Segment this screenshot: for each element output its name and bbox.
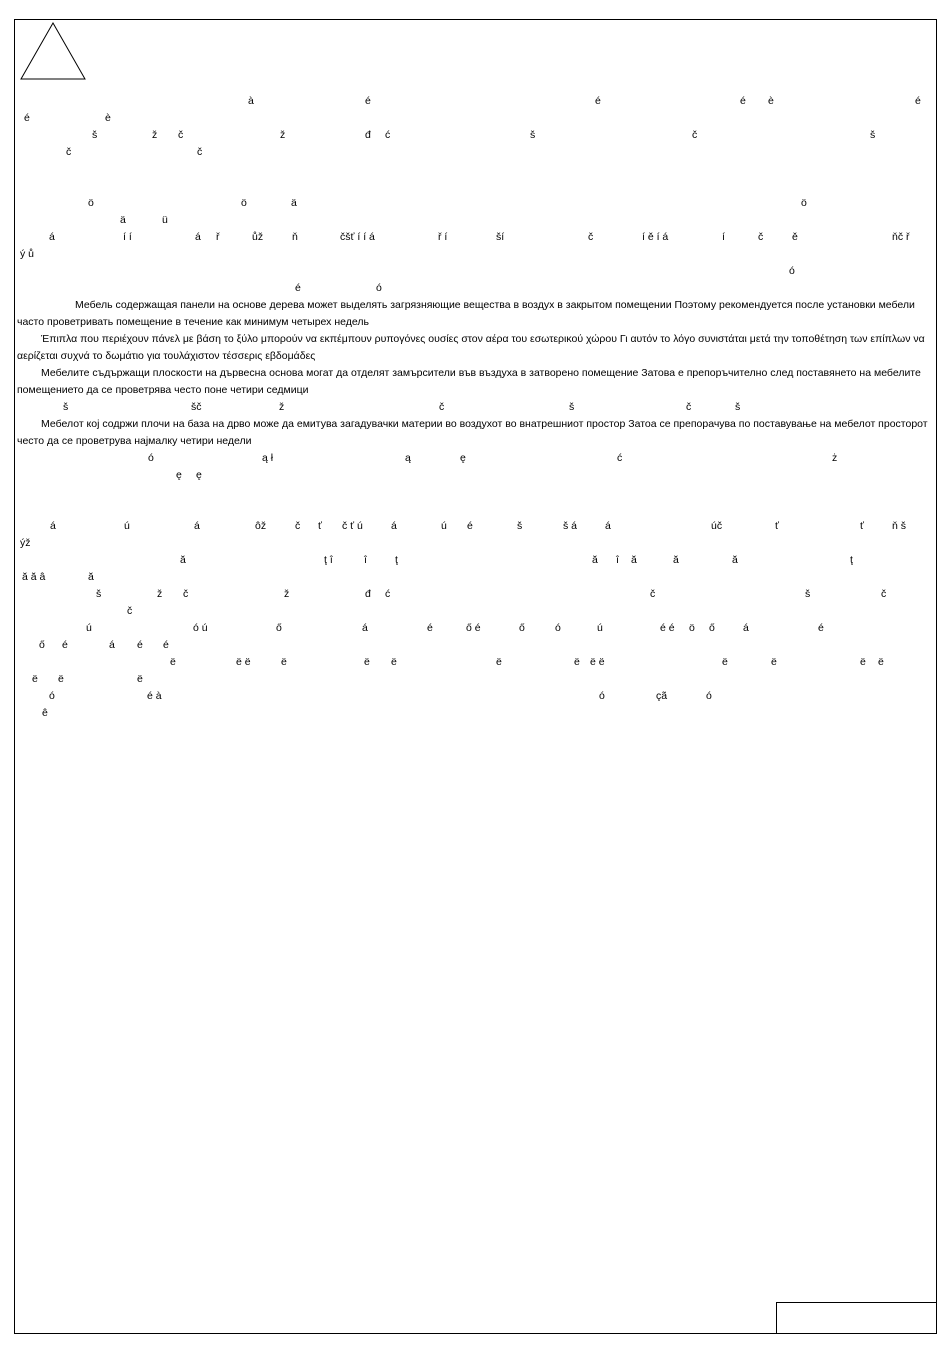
diacritic-glyph: ë (32, 673, 38, 685)
paragraph-russian-text: Мебель содержащая панели на основе дерева может выделять загрязняющие вещества в воздух в закрытом помещении Поэтому рекомендуется после установки мебели часто проветривать помещение в течение как минимум четырех недель (17, 299, 915, 328)
diacritic-glyph: á (50, 520, 56, 532)
diacritic-glyph: š (870, 129, 876, 141)
diacritic-glyph: ë ë (590, 656, 605, 668)
diacritic-glyph: š (92, 129, 98, 141)
diacritic-glyph: š (96, 588, 102, 600)
diacritic-glyph: ţ (850, 554, 853, 566)
diacritic-glyph: ö (689, 622, 695, 634)
diacritic-glyph: ż (832, 452, 838, 464)
diacritic-glyph: ň (292, 231, 298, 243)
diacritic-glyph: ă (673, 554, 679, 566)
diacritic-glyph: ë (722, 656, 728, 668)
diacritic-glyph: á (743, 622, 749, 634)
diacritic-glyph: ă (592, 554, 598, 566)
diacritic-glyph: ő (39, 639, 45, 651)
diacritic-glyph: ë ë (236, 656, 251, 668)
diacritic-glyph: é (915, 95, 921, 107)
diacritic-glyph: é (163, 639, 169, 651)
diacritic-glyph: š (569, 401, 575, 413)
diacritic-glyph: ë (281, 656, 287, 668)
diacritic-glyph: č (295, 520, 301, 532)
diacritic-glyph: ť (860, 520, 864, 532)
diacritic-glyph: ê (42, 707, 48, 719)
diacritic-glyph: úč (711, 520, 723, 532)
diacritic-glyph: á (605, 520, 611, 532)
diacritic-glyph: ý ů (20, 248, 35, 260)
warning-triangle-icon (20, 22, 86, 80)
diacritic-glyph: ó (49, 690, 55, 702)
paragraph-greek (17, 331, 930, 365)
diacritic-glyph: ř í (438, 231, 448, 243)
diacritic-glyph: ë (137, 673, 143, 685)
diacritic-glyph: çã (656, 690, 668, 702)
diacritic-glyph: í (722, 231, 725, 243)
diacritic-glyph: č (650, 588, 656, 600)
diacritic-glyph: ó (376, 282, 382, 294)
diacritic-glyph: ž (157, 588, 163, 600)
paragraph-bulgarian-text: Мебелите съдържащи плоскости на дървесна основа могат да отделят замърсители във въздуха в затворено помещение Затова е препоръчително след поставянето на мебелите помещението да се проветрява често поне четири седмици (17, 367, 921, 396)
title-block-box (776, 1302, 937, 1334)
diacritic-glyph: š (517, 520, 523, 532)
diacritic-glyph: č ť ú (342, 520, 363, 532)
diacritic-glyph: š (735, 401, 741, 413)
paragraph-macedonian (17, 416, 930, 450)
diacritic-glyph: ň š (892, 520, 907, 532)
diacritic-glyph: đ (365, 129, 371, 141)
diacritic-glyph: é (24, 112, 30, 124)
diacritic-glyph: ţ (395, 554, 398, 566)
diacritic-glyph: ą ł (262, 452, 274, 464)
diacritic-glyph: šč (191, 401, 202, 413)
diacritic-glyph: á (194, 520, 200, 532)
diacritic-glyph: à (248, 95, 254, 107)
diacritic-glyph: é (818, 622, 824, 634)
paragraph-russian (17, 297, 930, 331)
diacritic-glyph: š á (563, 520, 578, 532)
diacritic-glyph: ă (732, 554, 738, 566)
diacritic-glyph: á (49, 231, 55, 243)
diacritic-glyph: é (427, 622, 433, 634)
diacritic-glyph: ú (124, 520, 130, 532)
diacritic-glyph: é (365, 95, 371, 107)
diacritic-glyph: é (467, 520, 473, 532)
diacritic-glyph: ë (364, 656, 370, 668)
diacritic-glyph: č (66, 146, 72, 158)
diacritic-glyph: đ (365, 588, 371, 600)
diacritic-glyph: ę (460, 452, 466, 464)
diacritic-glyph: ůž (252, 231, 264, 243)
diacritic-glyph: č (183, 588, 189, 600)
diacritic-glyph: ňč ř (892, 231, 910, 243)
diacritic-glyph: ő é (466, 622, 481, 634)
diacritic-glyph: ë (860, 656, 866, 668)
diacritic-glyph: ě (792, 231, 798, 243)
diacritic-glyph: čšť í í á (340, 231, 375, 243)
diacritic-glyph: ú (86, 622, 92, 634)
diacritic-glyph: é (62, 639, 68, 651)
diacritic-glyph: ž (152, 129, 158, 141)
diacritic-glyph: š (530, 129, 536, 141)
diacritic-glyph: ü (162, 214, 168, 226)
diacritic-glyph: ë (496, 656, 502, 668)
diacritic-glyph: á (391, 520, 397, 532)
diacritic-glyph: ë (58, 673, 64, 685)
diacritic-glyph: é à (147, 690, 162, 702)
diacritic-glyph: ó (555, 622, 561, 634)
diacritic-glyph: ú (441, 520, 447, 532)
diacritic-glyph: č (197, 146, 203, 158)
diacritic-glyph: é (595, 95, 601, 107)
diacritic-glyph: ţ î (324, 554, 333, 566)
diacritic-glyph: ć (385, 129, 391, 141)
page-border (14, 19, 937, 1334)
diacritic-glyph: č (588, 231, 594, 243)
diacritic-glyph: á (362, 622, 368, 634)
diacritic-glyph: á (109, 639, 115, 651)
diacritic-glyph: ő (709, 622, 715, 634)
diacritic-glyph: ýž (20, 537, 31, 549)
diacritic-glyph: ö (241, 197, 247, 209)
diacritic-glyph: ć (385, 588, 391, 600)
diacritic-glyph: ó (706, 690, 712, 702)
diacritic-glyph: ę (196, 469, 202, 481)
diacritic-glyph: ší (496, 231, 505, 243)
diacritic-glyph: ë (878, 656, 884, 668)
diacritic-glyph: ë (771, 656, 777, 668)
diacritic-glyph: ž (280, 129, 286, 141)
diacritic-glyph: ž (279, 401, 285, 413)
diacritic-glyph: ă (631, 554, 637, 566)
diacritic-glyph: ę (176, 469, 182, 481)
diacritic-glyph: č (686, 401, 692, 413)
diacritic-glyph: ă (88, 571, 94, 583)
paragraph-bulgarian (17, 365, 930, 399)
diacritic-glyph: č (758, 231, 764, 243)
diacritic-glyph: é é (660, 622, 675, 634)
diacritic-glyph: ť (775, 520, 779, 532)
diacritic-glyph: ă (180, 554, 186, 566)
diacritic-glyph: è (105, 112, 111, 124)
diacritic-glyph: ë (170, 656, 176, 668)
diacritic-glyph: č (881, 588, 887, 600)
diacritic-glyph: ő (276, 622, 282, 634)
diacritic-glyph: ó ú (193, 622, 208, 634)
diacritic-glyph: ó (148, 452, 154, 464)
paragraph-greek-text: Έπιπλα που περιέχουν πάνελ με βάση το ξύλο μπορούν να εκπέμπουν ρυπογόνες ουσίες στον αέρα του εσωτερικού χώρου Γι αυτόν το λόγο συνιστάται μετά την τοποθέτηση των επίπλων να αερίζεται συχνά το δωμάτιο για τουλάχιστον τέσσερις εβδομάδες (17, 333, 925, 362)
diacritic-glyph: š (805, 588, 811, 600)
diacritic-glyph: ă ă â (22, 571, 46, 583)
diacritic-glyph: ą (405, 452, 411, 464)
diacritic-glyph: ú (597, 622, 603, 634)
diacritic-glyph: ä (120, 214, 126, 226)
diacritic-glyph: î (364, 554, 367, 566)
diacritic-glyph: č (439, 401, 445, 413)
diacritic-glyph: ť (318, 520, 322, 532)
paragraph-macedonian-text: Мебелот кој содржи плочи на база на дрво може да емитува загадувачки материи во воздухот во внатрешниот простор Затоа се препорачува по поставување на мебелот просторот често да се проветрува најмалку четири недели (17, 418, 928, 447)
diacritic-glyph: é (137, 639, 143, 651)
diacritic-glyph: î (616, 554, 619, 566)
diacritic-glyph: ř (216, 231, 220, 243)
diacritic-glyph: ó (599, 690, 605, 702)
diacritic-glyph: ž (284, 588, 290, 600)
diacritic-glyph: í ě í á (642, 231, 669, 243)
diacritic-glyph: ć (617, 452, 623, 464)
diacritic-glyph: ö (88, 197, 94, 209)
diacritic-glyph: ôž (255, 520, 267, 532)
diacritic-glyph: č (692, 129, 698, 141)
diacritic-glyph: ë (391, 656, 397, 668)
diacritic-glyph: ö (801, 197, 807, 209)
diacritic-glyph: ő (519, 622, 525, 634)
diacritic-glyph: á (195, 231, 201, 243)
diacritic-glyph: ë (574, 656, 580, 668)
diacritic-glyph: č (178, 129, 184, 141)
diacritic-glyph: é (295, 282, 301, 294)
diacritic-glyph: ä (291, 197, 297, 209)
diacritic-glyph: é (740, 95, 746, 107)
diacritic-glyph: è (768, 95, 774, 107)
diacritic-glyph: ó (789, 265, 795, 277)
diacritic-glyph: č (127, 605, 133, 617)
diacritic-glyph: š (63, 401, 69, 413)
diacritic-glyph: í í (123, 231, 132, 243)
